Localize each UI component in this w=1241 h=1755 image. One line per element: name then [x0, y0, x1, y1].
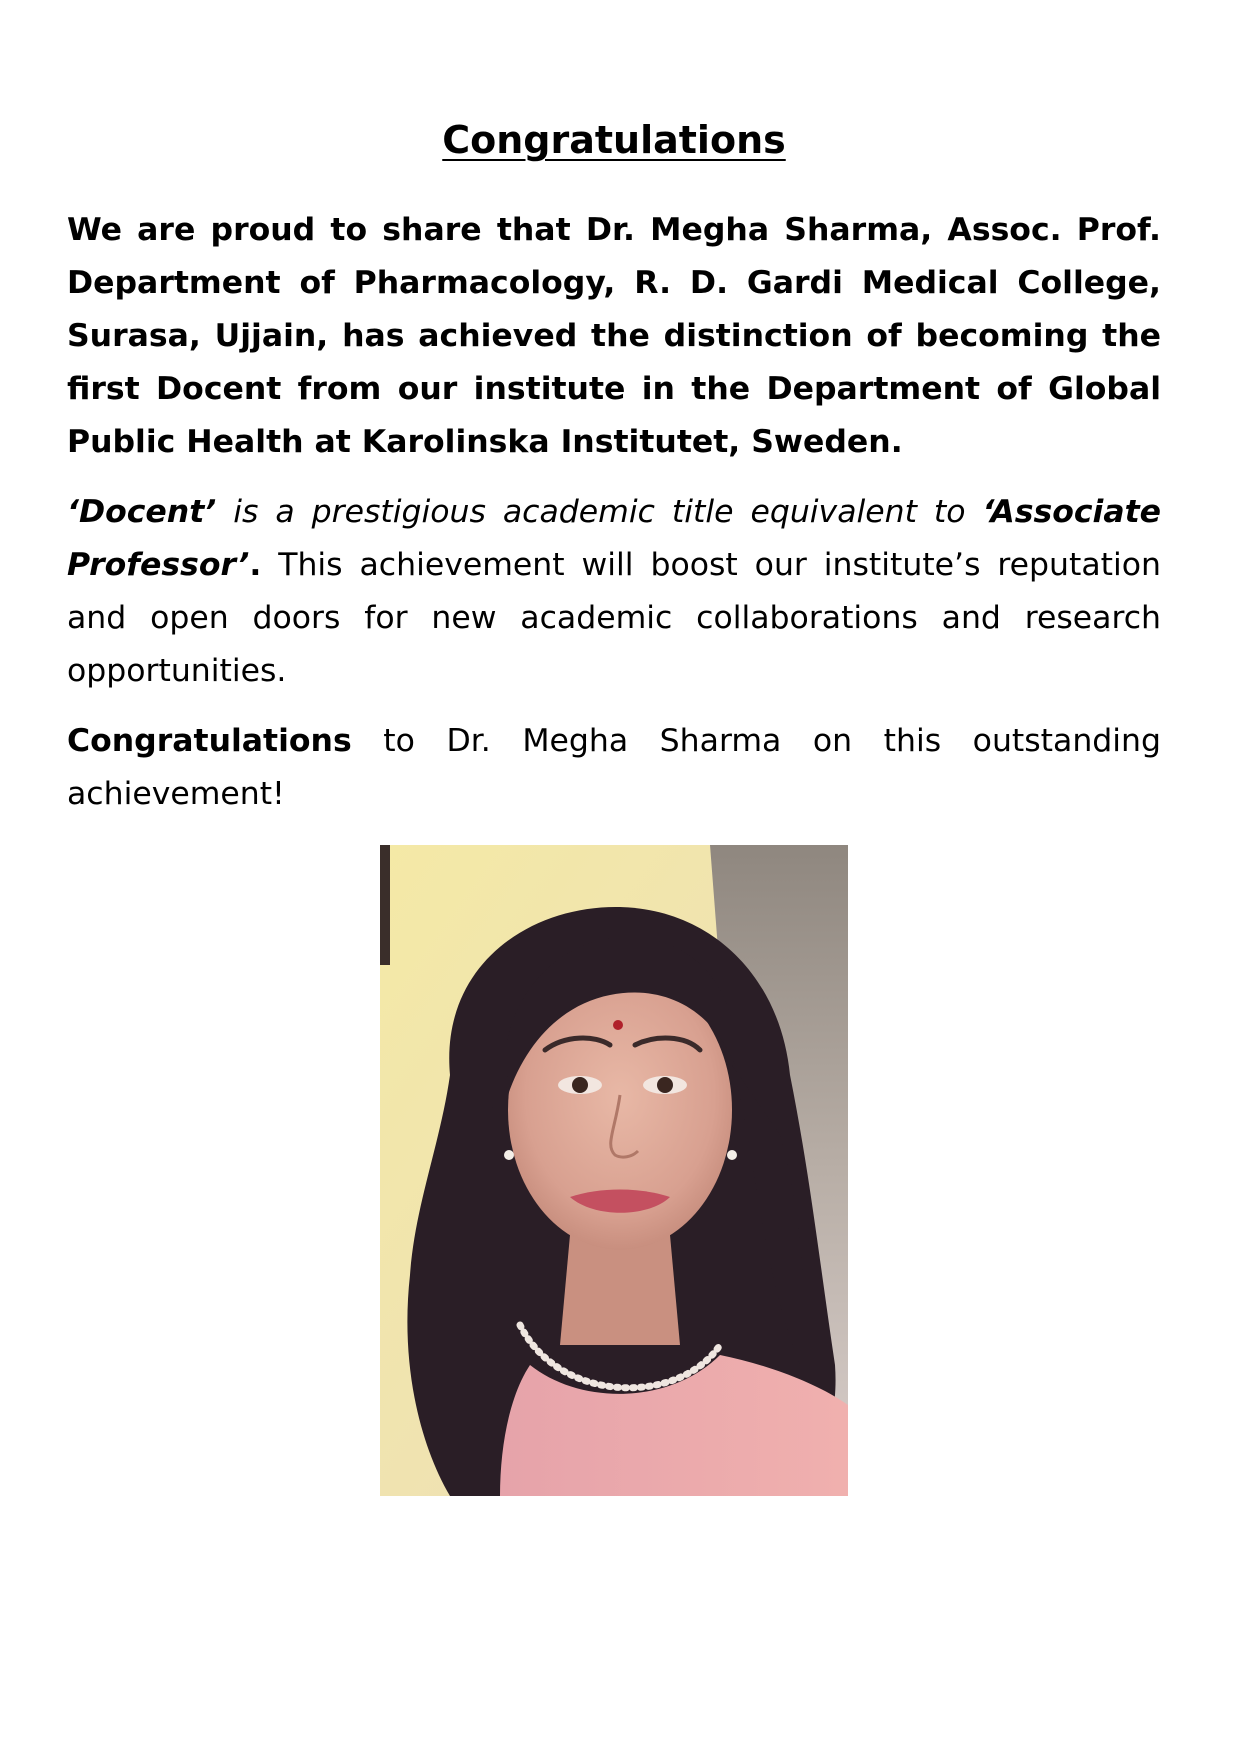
- closing-paragraph: [67, 715, 1161, 821]
- definition-period: .: [249, 547, 262, 583]
- docent-term: ‘Docent’: [67, 494, 217, 530]
- achievement-impact-text: This achievement will boost our institute’s reputation and open doors for new academic collaborations and research opportunities.: [67, 547, 1161, 689]
- bindi: [613, 1020, 623, 1030]
- associate-professor-term: ‘Associate Professor’: [67, 494, 1161, 583]
- neck: [560, 1235, 680, 1345]
- docent-description-paragraph: [67, 486, 1161, 698]
- docent-definition-text: is a prestigious academic title equivalent to: [216, 494, 983, 530]
- page-title: Congratulations: [442, 118, 786, 162]
- portrait-photo: [380, 845, 848, 1496]
- announcement-paragraph: We are proud to share that Dr. Megha Sharma, Assoc. Prof. Department of Pharmacology, R. D. Gardi Medical College, Surasa, Ujjain, has achieved the distinction of becoming the first Docent from our institute in the Department of Global Public Health at Karolinska Institutet, Sweden.: [67, 212, 1161, 460]
- closing-text: to Dr. Megha Sharma on this outstanding achievement!: [67, 723, 1161, 812]
- closing-congratulations: Congratulations: [67, 723, 352, 759]
